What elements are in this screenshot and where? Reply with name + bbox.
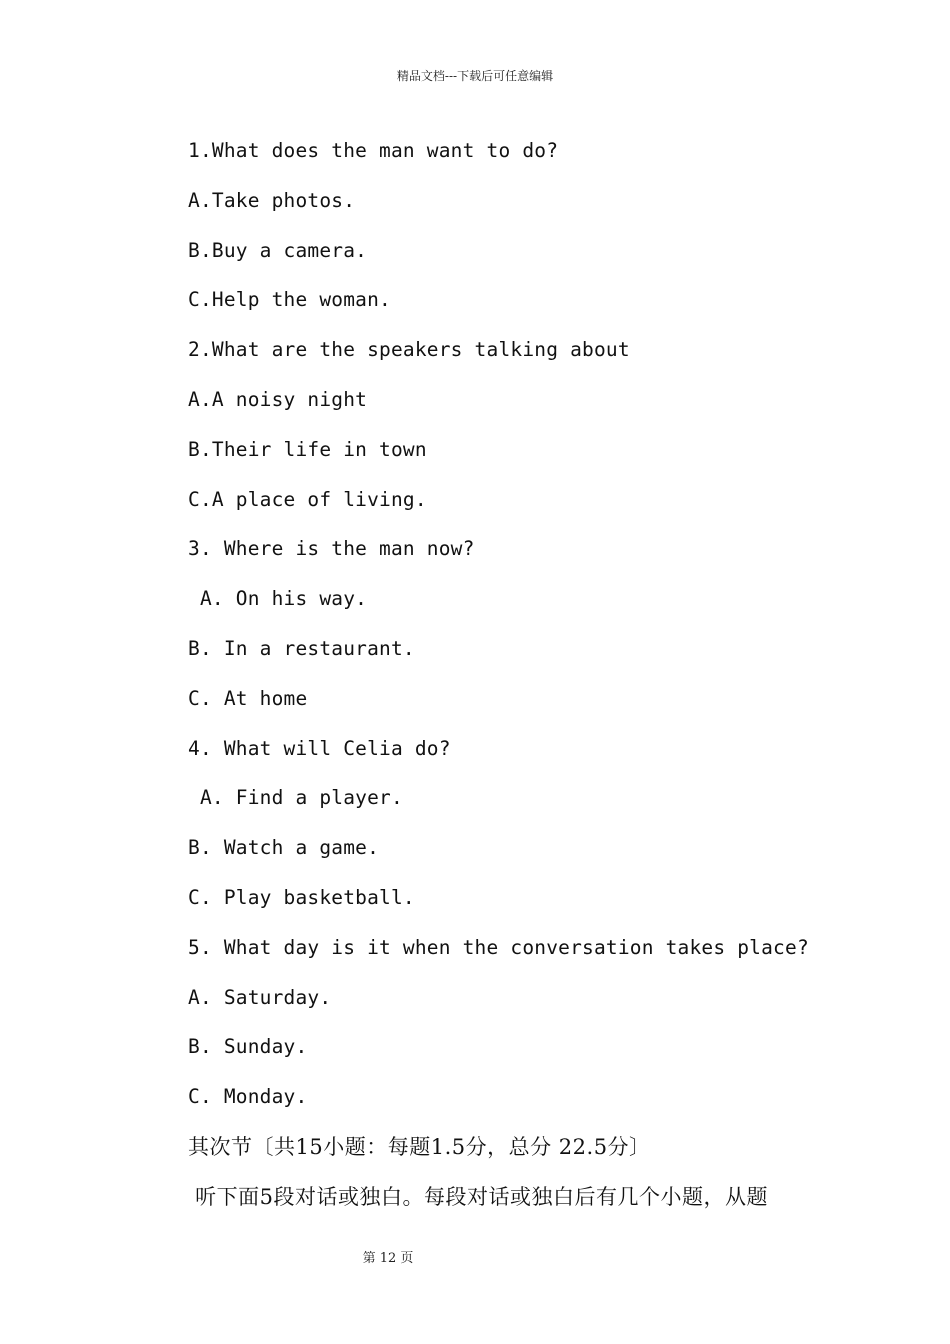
question-1-option-a: A.Take photos. xyxy=(188,188,356,212)
question-1-option-c: C.Help the woman. xyxy=(188,288,391,312)
question-2-option-b: B.Their life in town xyxy=(188,437,427,461)
question-2-option-c: C.A place of living. xyxy=(188,487,427,511)
question-3-option-b: B. In a restaurant. xyxy=(188,636,415,660)
question-1-option-b: B.Buy a camera. xyxy=(188,238,368,262)
question-4-option-b: B. Watch a game. xyxy=(188,836,380,860)
question-4: 4. What will Celia do? xyxy=(188,736,451,760)
question-4-option-c: C. Play basketball. xyxy=(188,885,415,909)
section-instructions: 听下面5段对话或独白。每段对话或独白后有几个小题，从题 xyxy=(188,1184,769,1209)
question-3-option-a: A. On his way. xyxy=(188,587,368,611)
question-2-option-a: A.A noisy night xyxy=(188,387,368,411)
question-3-option-c: C. At home xyxy=(188,686,308,710)
page-number: 第 12 页 xyxy=(362,1251,414,1266)
question-3: 3. Where is the man now? xyxy=(188,537,475,561)
question-2: 2.What are the speakers talking about xyxy=(188,338,630,362)
question-5-option-c: C. Monday. xyxy=(188,1085,308,1109)
question-5: 5. What day is it when the conversation takes place? xyxy=(188,935,809,959)
page-header: 精品文档---下载后可任意编辑 xyxy=(396,69,554,83)
question-5-option-a: A. Saturday. xyxy=(188,985,332,1009)
question-5-option-b: B. Sunday. xyxy=(188,1035,308,1059)
section-heading: 其次节〔共15小题：每题1.5分，总分 22.5分〕 xyxy=(188,1134,651,1159)
question-4-option-a: A. Find a player. xyxy=(188,786,403,810)
question-1: 1.What does the man want to do? xyxy=(188,139,559,162)
document-body xyxy=(188,133,888,1229)
